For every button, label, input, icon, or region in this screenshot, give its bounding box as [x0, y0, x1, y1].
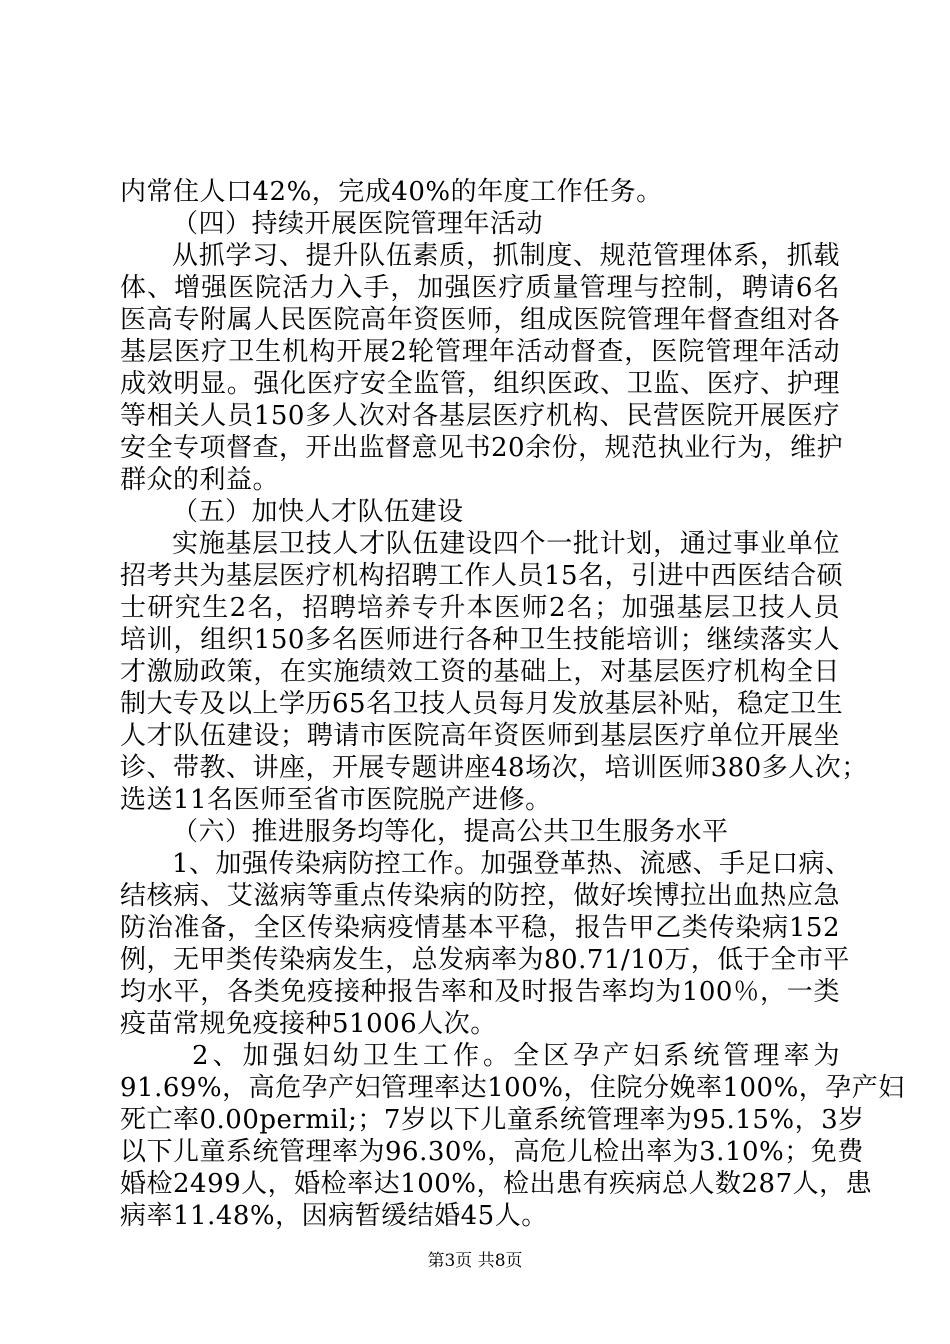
- text-line: 2、加强妇幼卫生工作。全区孕产妇系统管理率为: [192, 1041, 840, 1071]
- text-line: 结核病、艾滋病等重点传染病的防控，做好埃博拉出血热应急: [120, 881, 840, 911]
- text-line: 选送11名医师至省市医院脱产进修。: [120, 785, 552, 815]
- section-heading: （四）持续开展医院管理年活动: [172, 209, 544, 239]
- page-number-footer: 第3页 共8页: [427, 1251, 523, 1271]
- text-line: 人才队伍建设；聘请市医院高年资医师到基层医疗单位开展坐: [120, 721, 840, 751]
- text-line: 培训，组织150多名医师进行各种卫生技能培训；继续落实人: [120, 625, 840, 655]
- text-line: 实施基层卫技人才队伍建设四个一批计划，通过事业单位: [172, 529, 840, 559]
- text-line: 1、加强传染病防控工作。加强登革热、流感、手足口病、: [172, 849, 852, 879]
- text-line: 诊、带教、讲座，开展专题讲座48场次，培训医师380多人次；: [120, 753, 868, 783]
- text-line: 体、增强医院活力入手，加强医疗质量管理与控制，聘请6名: [120, 273, 840, 303]
- text-line: 制大专及以上学历65名卫技人员每月发放基层补贴，稳定卫生: [120, 689, 844, 719]
- section-heading: （六）推进服务均等化，提高公共卫生服务水平: [172, 817, 729, 847]
- section-heading: （五）加快人才队伍建设: [172, 497, 464, 527]
- text-line: 婚检2499人，婚检率达100%，检出患有疾病总人数287人，患: [120, 1169, 873, 1199]
- text-line: 例，无甲类传染病发生，总发病率为80.71/10万，低于全市平: [120, 945, 850, 975]
- text-line: 从抓学习、提升队伍素质，抓制度、规范管理体系，抓载: [172, 241, 840, 271]
- text-line: 群众的利益。: [120, 465, 280, 495]
- text-line: 均水平，各类免疫接种报告率和及时报告率均为100％，一类: [120, 977, 840, 1007]
- text-line: 才激励政策，在实施绩效工资的基础上，对基层医疗机构全日: [120, 657, 840, 687]
- text-line: 成效明显。强化医疗安全监管，组织医政、卫监、医疗、护理: [120, 369, 840, 399]
- text-line: 以下儿童系统管理率为96.30%，高危儿检出率为3.10%；免费: [120, 1137, 864, 1167]
- text-line: 士研究生2名，招聘培养专升本医师2名；加强基层卫技人员: [120, 593, 840, 623]
- text-line: 安全专项督查，开出监督意见书20余份，规范执业行为，维护: [120, 433, 844, 463]
- text-line: 内常住人口42%，完成40%的年度工作任务。: [120, 177, 663, 207]
- text-line: 等相关人员150多人次对各基层医疗机构、民营医院开展医疗: [120, 401, 840, 431]
- text-line: 医高专附属人民医院高年资医师，组成医院管理年督查组对各: [120, 305, 840, 335]
- text-line: 招考共为基层医疗机构招聘工作人员15名，引进中西医结合硕: [120, 561, 844, 591]
- text-line: 疫苗常规免疫接种51006人次。: [120, 1009, 497, 1039]
- text-line: 防治准备，全区传染病疫情基本平稳，报告甲乙类传染病152: [120, 913, 840, 943]
- text-line: 病率11.48%，因病暂缓结婚45人。: [120, 1201, 548, 1231]
- text-line: 91.69%，高危孕产妇管理率达100%，住院分娩率100%，孕产妇: [120, 1073, 905, 1103]
- text-line: 死亡率0.00permil;；7岁以下儿童系统管理率为95.15%，3岁: [120, 1105, 865, 1135]
- text-line: 基层医疗卫生机构开展2轮管理年活动督查，医院管理年活动: [120, 337, 840, 367]
